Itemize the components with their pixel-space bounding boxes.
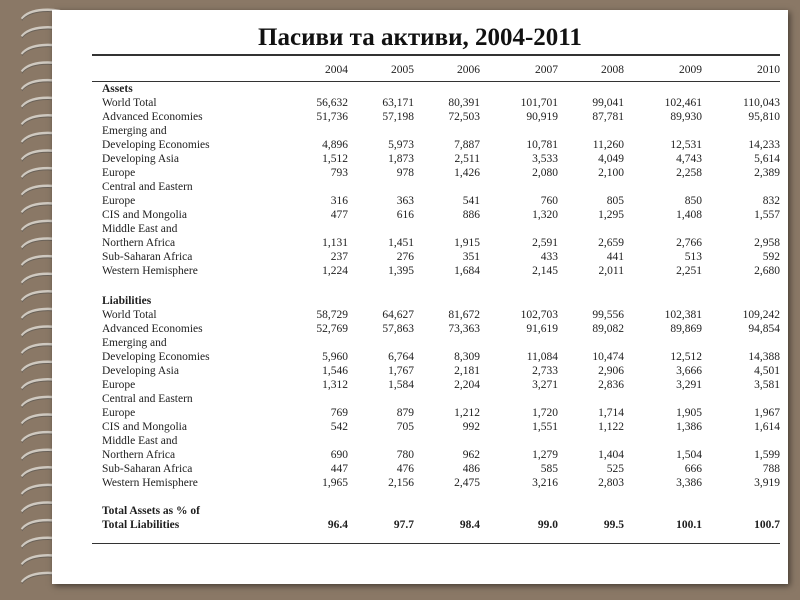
cell-value: 87,781 <box>592 111 624 123</box>
column-header: 2009 <box>679 64 702 76</box>
column-header: 2008 <box>601 64 624 76</box>
cell-value: 2,100 <box>598 167 624 179</box>
table-row <box>92 378 780 392</box>
summary-value: 96.4 <box>327 519 348 531</box>
cell-value: 962 <box>462 449 480 461</box>
cell-value: 110,043 <box>743 97 780 109</box>
cell-value: 3,291 <box>676 379 702 391</box>
section-spacer <box>92 490 780 504</box>
cell-value: 2,251 <box>676 265 702 277</box>
cell-value: 81,672 <box>448 309 480 321</box>
row-label: Western Hemisphere <box>102 265 198 277</box>
cell-value: 4,501 <box>754 365 780 377</box>
cell-value: 1,320 <box>532 209 558 221</box>
cell-value: 4,743 <box>676 153 702 165</box>
cell-value: 2,659 <box>598 237 624 249</box>
cell-value: 89,869 <box>670 323 702 335</box>
cell-value: 2,156 <box>388 477 414 489</box>
cell-value: 14,388 <box>748 351 780 363</box>
summary-value: 100.7 <box>754 519 780 531</box>
table-row <box>92 110 780 124</box>
cell-value: 5,614 <box>754 153 780 165</box>
summary-row <box>92 504 780 518</box>
row-label: Advanced Economies <box>102 323 203 335</box>
row-label: Middle East and <box>102 223 178 235</box>
cell-value: 2,011 <box>598 265 624 277</box>
cell-value: 1,504 <box>676 449 702 461</box>
cell-value: 992 <box>462 421 480 433</box>
table-row <box>92 152 780 166</box>
cell-value: 3,666 <box>676 365 702 377</box>
cell-value: 276 <box>396 251 414 263</box>
cell-value: 1,551 <box>532 421 558 433</box>
cell-value: 447 <box>330 463 348 475</box>
cell-value: 2,080 <box>532 167 558 179</box>
cell-value: 1,386 <box>676 421 702 433</box>
cell-value: 1,720 <box>532 407 558 419</box>
table-summary-rule <box>92 543 780 544</box>
cell-value: 2,145 <box>532 265 558 277</box>
row-label: World Total <box>102 97 157 109</box>
table-row <box>92 392 780 406</box>
cell-value: 99,041 <box>592 97 624 109</box>
cell-value: 1,546 <box>322 365 348 377</box>
row-label: Northern Africa <box>102 237 176 249</box>
table-row <box>92 448 780 462</box>
cell-value: 2,591 <box>532 237 558 249</box>
table-row <box>92 420 780 434</box>
cell-value: 64,627 <box>382 309 414 321</box>
cell-value: 63,171 <box>382 97 414 109</box>
row-label: CIS and Mongolia <box>102 209 187 221</box>
column-header: 2007 <box>535 64 558 76</box>
cell-value: 14,233 <box>748 139 780 151</box>
cell-value: 102,703 <box>520 309 558 321</box>
spacer-cell <box>92 278 780 292</box>
cell-value: 52,769 <box>316 323 348 335</box>
cell-value: 101,701 <box>520 97 558 109</box>
cell-value: 99,556 <box>592 309 624 321</box>
cell-value: 1,584 <box>388 379 414 391</box>
cell-value: 2,733 <box>532 365 558 377</box>
cell-value: 2,475 <box>454 477 480 489</box>
row-label: Sub-Saharan Africa <box>102 463 193 475</box>
cell-value: 805 <box>606 195 624 207</box>
cell-value: 793 <box>330 167 348 179</box>
cell-value: 57,198 <box>382 111 414 123</box>
cell-value: 486 <box>462 463 480 475</box>
spacer-cell <box>92 490 780 504</box>
section-spacer <box>92 278 780 292</box>
cell-value: 1,614 <box>754 421 780 433</box>
cell-value: 616 <box>396 209 414 221</box>
cell-value: 542 <box>330 421 348 433</box>
cell-value: 1,451 <box>388 237 414 249</box>
cell-value: 2,680 <box>754 265 780 277</box>
column-header: 2006 <box>457 64 480 76</box>
cell-value: 525 <box>606 463 624 475</box>
cell-value: 1,905 <box>676 407 702 419</box>
column-header: 2005 <box>391 64 414 76</box>
cell-value: 1,599 <box>754 449 780 461</box>
cell-value: 7,887 <box>454 139 480 151</box>
cell-value: 3,581 <box>754 379 780 391</box>
table-row <box>92 96 780 110</box>
row-label: Advanced Economies <box>102 111 203 123</box>
cell-value: 8,309 <box>454 351 480 363</box>
column-header: 2010 <box>757 64 780 76</box>
cell-value: 3,533 <box>532 153 558 165</box>
cell-value: 89,930 <box>670 111 702 123</box>
column-header: 2004 <box>325 64 348 76</box>
row-label: Europe <box>102 195 136 207</box>
row-label: Emerging and <box>102 337 167 349</box>
cell-value: 10,474 <box>592 351 624 363</box>
table-row <box>92 350 780 364</box>
cell-value: 879 <box>396 407 414 419</box>
cell-value: 6,764 <box>388 351 414 363</box>
header-spacer <box>92 60 282 80</box>
row-label: Europe <box>102 407 136 419</box>
row-label: Developing Asia <box>102 365 179 377</box>
table-row <box>92 322 780 336</box>
table-row <box>92 208 780 222</box>
cell-value: 12,531 <box>670 139 702 151</box>
cell-value: 1,557 <box>754 209 780 221</box>
cell-value: 2,958 <box>754 237 780 249</box>
cell-value: 4,049 <box>598 153 624 165</box>
cell-value: 11,260 <box>592 139 624 151</box>
cell-value: 351 <box>462 251 480 263</box>
cell-value: 3,919 <box>754 477 780 489</box>
cell-value: 102,461 <box>664 97 702 109</box>
row-label: World Total <box>102 309 157 321</box>
table-row <box>92 194 780 208</box>
cell-value: 886 <box>462 209 480 221</box>
cell-value: 3,386 <box>676 477 702 489</box>
cell-value: 690 <box>330 449 348 461</box>
liabilities-heading: Liabilities <box>102 295 152 307</box>
cell-value: 1,212 <box>454 407 480 419</box>
row-label: Central and Eastern <box>102 393 193 405</box>
cell-value: 513 <box>684 251 702 263</box>
cell-value: 788 <box>762 463 780 475</box>
cell-value: 363 <box>396 195 414 207</box>
row-label: Developing Asia <box>102 153 179 165</box>
cell-value: 2,511 <box>454 153 480 165</box>
cell-value: 1,684 <box>454 265 480 277</box>
table-row <box>92 308 780 322</box>
row-label: CIS and Mongolia <box>102 421 187 433</box>
table-row <box>92 138 780 152</box>
cell-value: 72,503 <box>448 111 480 123</box>
cell-value: 2,906 <box>598 365 624 377</box>
cell-value: 978 <box>396 167 414 179</box>
table-row <box>92 124 780 138</box>
cell-value: 5,960 <box>322 351 348 363</box>
row-label: Western Hemisphere <box>102 477 198 489</box>
cell-value: 80,391 <box>448 97 480 109</box>
cell-value: 58,729 <box>316 309 348 321</box>
slide <box>52 10 788 584</box>
cell-value: 4,896 <box>322 139 348 151</box>
row-label: Middle East and <box>102 435 178 447</box>
liabilities-heading-row <box>92 292 780 308</box>
cell-value: 2,803 <box>598 477 624 489</box>
table-row <box>92 236 780 250</box>
row-label: Europe <box>102 379 136 391</box>
row-label: Developing Economies <box>102 351 210 363</box>
cell-value: 2,766 <box>676 237 702 249</box>
cell-value: 1,915 <box>454 237 480 249</box>
row-label: Europe <box>102 167 136 179</box>
table-row <box>92 476 780 490</box>
table-header-row <box>92 60 780 80</box>
cell-value: 57,863 <box>382 323 414 335</box>
cell-value: 91,619 <box>526 323 558 335</box>
cell-value: 3,271 <box>532 379 558 391</box>
cell-value: 433 <box>540 251 558 263</box>
cell-value: 769 <box>330 407 348 419</box>
cell-value: 1,122 <box>598 421 624 433</box>
summary-value: 100.1 <box>676 519 702 531</box>
cell-value: 102,381 <box>664 309 702 321</box>
cell-value: 3,216 <box>532 477 558 489</box>
cell-value: 10,781 <box>526 139 558 151</box>
cell-value: 1,295 <box>598 209 624 221</box>
cell-value: 1,714 <box>598 407 624 419</box>
cell-value: 705 <box>396 421 414 433</box>
cell-value: 109,242 <box>742 309 780 321</box>
cell-value: 5,973 <box>388 139 414 151</box>
cell-value: 1,873 <box>388 153 414 165</box>
cell-value: 73,363 <box>448 323 480 335</box>
table-row <box>92 166 780 180</box>
cell-value: 477 <box>330 209 348 221</box>
summary-value: 98.4 <box>459 519 480 531</box>
cell-value: 850 <box>684 195 702 207</box>
cell-value: 441 <box>606 251 624 263</box>
page-title: Пасиви та активи, 2004-2011 <box>258 24 582 51</box>
cell-value: 51,736 <box>316 111 348 123</box>
cell-value: 585 <box>540 463 558 475</box>
assets-heading: Assets <box>102 83 133 95</box>
table-row <box>92 462 780 476</box>
cell-value: 1,395 <box>388 265 414 277</box>
cell-value: 760 <box>540 195 558 207</box>
cell-value: 94,854 <box>748 323 780 335</box>
cell-value: 12,512 <box>670 351 702 363</box>
row-label: Central and Eastern <box>102 181 193 193</box>
cell-value: 541 <box>462 195 480 207</box>
cell-value: 1,408 <box>676 209 702 221</box>
table-row <box>92 434 780 448</box>
cell-value: 2,204 <box>454 379 480 391</box>
cell-value: 780 <box>396 449 414 461</box>
cell-value: 1,965 <box>322 477 348 489</box>
cell-value: 89,082 <box>592 323 624 335</box>
cell-value: 1,512 <box>322 153 348 165</box>
table-row <box>92 364 780 378</box>
summary-value: 99.5 <box>603 519 624 531</box>
cell-value: 1,426 <box>454 167 480 179</box>
cell-value: 476 <box>396 463 414 475</box>
table-row <box>92 222 780 236</box>
summary-value: 97.7 <box>393 519 414 531</box>
cell-value: 56,632 <box>316 97 348 109</box>
cell-value: 2,258 <box>676 167 702 179</box>
cell-value: 1,131 <box>322 237 348 249</box>
cell-value: 90,919 <box>526 111 558 123</box>
table-row <box>92 406 780 420</box>
summary-label: Total Assets as % of <box>102 505 200 517</box>
cell-value: 1,404 <box>598 449 624 461</box>
cell-value: 1,767 <box>388 365 414 377</box>
assets-heading-row <box>92 80 780 96</box>
cell-value: 11,084 <box>526 351 558 363</box>
cell-value: 2,389 <box>754 167 780 179</box>
cell-value: 95,810 <box>748 111 780 123</box>
cell-value: 1,312 <box>322 379 348 391</box>
cell-value: 1,224 <box>322 265 348 277</box>
summary-row <box>92 518 780 532</box>
cell-value: 237 <box>330 251 348 263</box>
cell-value: 1,967 <box>754 407 780 419</box>
row-label: Developing Economies <box>102 139 210 151</box>
cell-value: 2,836 <box>598 379 624 391</box>
row-label: Sub-Saharan Africa <box>102 251 193 263</box>
cell-value: 2,181 <box>454 365 480 377</box>
cell-value: 666 <box>684 463 702 475</box>
cell-value: 1,279 <box>532 449 558 461</box>
row-label: Emerging and <box>102 125 167 137</box>
table-row <box>92 264 780 278</box>
row-label: Northern Africa <box>102 449 176 461</box>
cell-value: 592 <box>762 251 780 263</box>
assets-liabilities-table <box>92 60 780 532</box>
summary-value: 99.0 <box>537 519 558 531</box>
table-row <box>92 336 780 350</box>
cell-value: 316 <box>330 195 348 207</box>
cell-value: 832 <box>762 195 780 207</box>
table-row <box>92 250 780 264</box>
table-row <box>92 180 780 194</box>
summary-label: Total Liabilities <box>102 519 180 531</box>
table-top-rule <box>92 54 780 56</box>
